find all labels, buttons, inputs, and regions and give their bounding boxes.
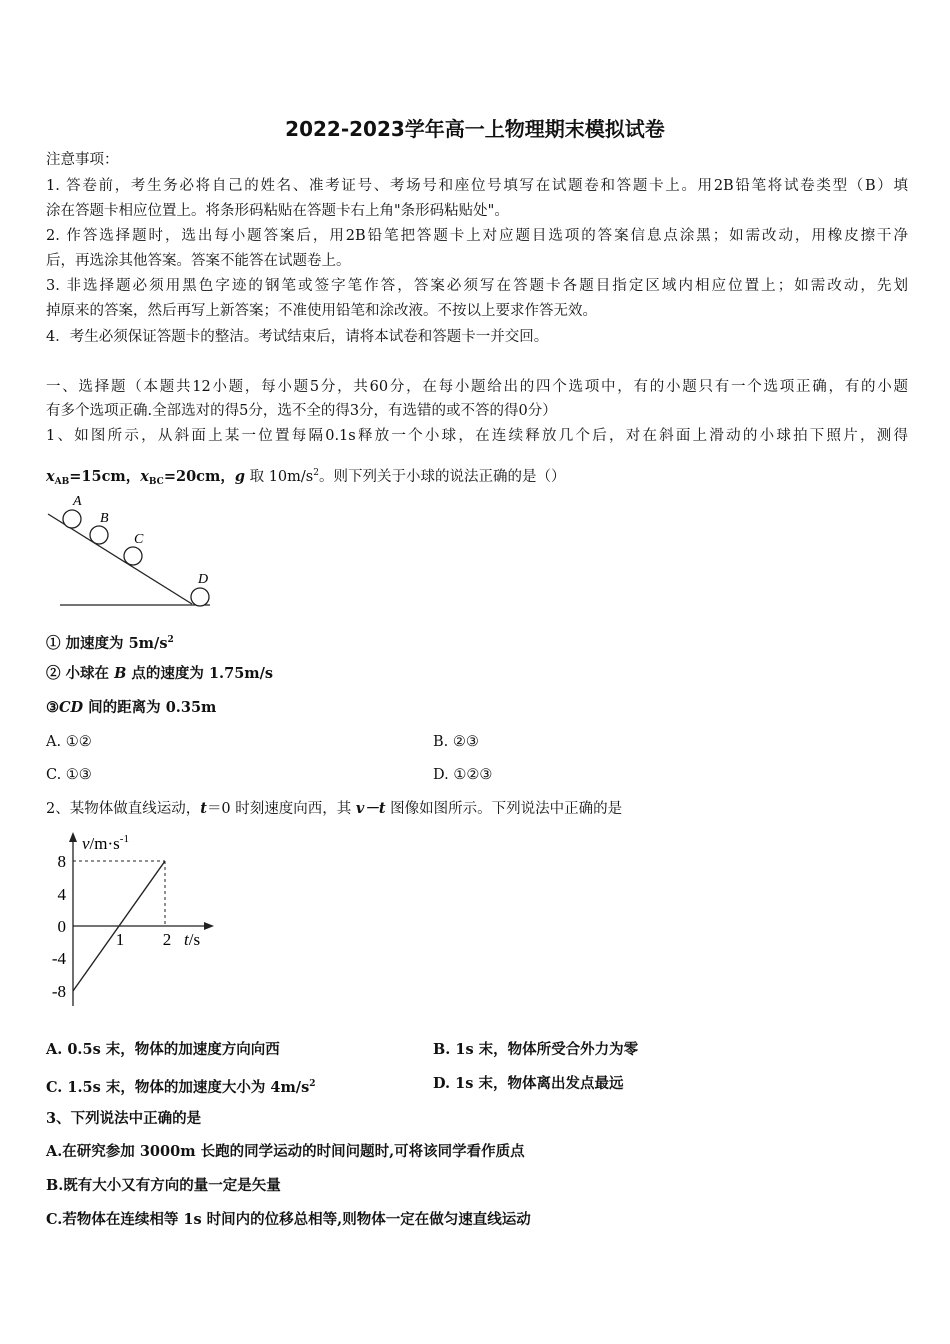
q2-option-c: C. 1.5s 末，物体的加速度大小为 $4m/s^2$ [46, 1079, 316, 1096]
label-a: A [73, 494, 82, 509]
y-tick: -8 [51, 982, 66, 1001]
y-tick: -4 [51, 949, 66, 968]
notice-line: 1. 答卷前，考生务必将自己的姓名、准考证号、考场号和座位号填写在试题卷和答题卡上。用2B铅笔将试卷类型（B）填 [46, 178, 908, 194]
notice-line: 2. 作答选择题时，选出每小题答案后，用2B铅笔把答题卡上对应题目选项的答案信息点涂黑；如需改动，用橡皮擦干净 [46, 228, 908, 244]
ball-b [90, 526, 108, 544]
vt-graph [40, 828, 220, 1013]
notice-line: 涂在答题卡相应位置上。将条形码粘贴在答题卡右上角"条形码粘贴处"。 [46, 203, 509, 219]
q2-option-d: D. 1s 末，物体离出发点最远 [433, 1075, 624, 1092]
x-tick: 1 [115, 930, 125, 949]
q1-option-d: D. ①②③ [433, 767, 493, 783]
section-instruction: 一、选择题（本题共12小题，每小题5分，共60分，在每小题给出的四个选项中，有的小题只有一个选项正确，有的小题 [46, 379, 908, 395]
incline-figure [44, 492, 219, 614]
q3-stem: 3、下列说法中正确的是 [46, 1110, 202, 1127]
q2-option-a: A. 0.5s 末，物体的加速度方向向西 [46, 1041, 280, 1058]
ball-d [191, 588, 209, 606]
q3-option-a: A.在研究参加 3000m 长跑的同学运动的时间问题时,可将该同学看作质点 [46, 1143, 525, 1160]
y-tick: 4 [57, 885, 66, 904]
q1-statement-2: ② 小球在 B 点的速度为 1.75m/s [46, 665, 274, 682]
q1-stem: 1、如图所示，从斜面上某一位置每隔0.1s释放一个小球，在连续释放几个后，对在斜面上滑动的小球拍下照片，测得 [46, 428, 908, 444]
q3-option-b: B.既有大小又有方向的量一定是矢量 [46, 1177, 281, 1194]
ball-a [63, 510, 81, 528]
q3-option-c: C.若物体在连续相等 1s 时间内的位移总相等,则物体一定在做匀速直线运动 [46, 1211, 531, 1228]
label-d: D [198, 572, 209, 587]
label-c: C [134, 532, 144, 547]
y-tick: 0 [57, 917, 66, 936]
q1-option-a: A. ①② [46, 734, 92, 750]
label-b: B [100, 511, 109, 526]
q2-option-b: B. 1s 末，物体所受合外力为零 [433, 1041, 639, 1058]
ball-c [124, 547, 142, 565]
y-axis-label: $v/m\cdot s^{-1}$ [82, 833, 129, 853]
q2-stem: 2、某物体做直线运动，t＝0 时刻速度向西，其 v－t 图像如图所示。下列说法中正确的是 [46, 800, 623, 817]
notice-line: 掉原来的答案，然后再写上新答案；不准使用铅笔和涂改液。不按以上要求作答无效。 [46, 303, 597, 319]
notice-line: 4．考生必须保证答题卡的整洁。考试结束后，请将本试卷和答题卡一并交回。 [46, 329, 549, 345]
notice-line: 3. 非选择题必须用黑色字迹的钢笔或签字笔作答，答案必须写在答题卡各题目指定区域内相应位置上；如需改动，先划 [46, 278, 908, 294]
q1-statement-3: ③CD 间的距离为 0.35m [46, 699, 217, 716]
notice-line: 后，再选涂其他答案。答案不能答在试题卷上。 [46, 253, 351, 269]
q1-option-b: B. ②③ [433, 734, 479, 750]
page-title: 2022-2023学年高一上物理期末模拟试卷 [285, 117, 665, 141]
y-tick: 8 [57, 852, 66, 871]
q1-option-c: C. ①③ [46, 767, 92, 783]
x-axis-label: t/s [184, 930, 201, 949]
notice-heading: 注意事项： [46, 152, 119, 168]
section-instruction: 有多个选项正确.全部选对的得5分，选不全的得3分，有选错的或不答的得0分） [46, 403, 557, 419]
x-tick: 2 [162, 930, 172, 949]
q1-given: $x_{AB}=15cm$，$x_{BC}=20cm$，g 取 $10m/s^2$。则下列关于小球的说法正确的是（） [46, 468, 566, 487]
q1-statement-1: ① 加速度为 $5m/s^2$ [46, 635, 174, 652]
